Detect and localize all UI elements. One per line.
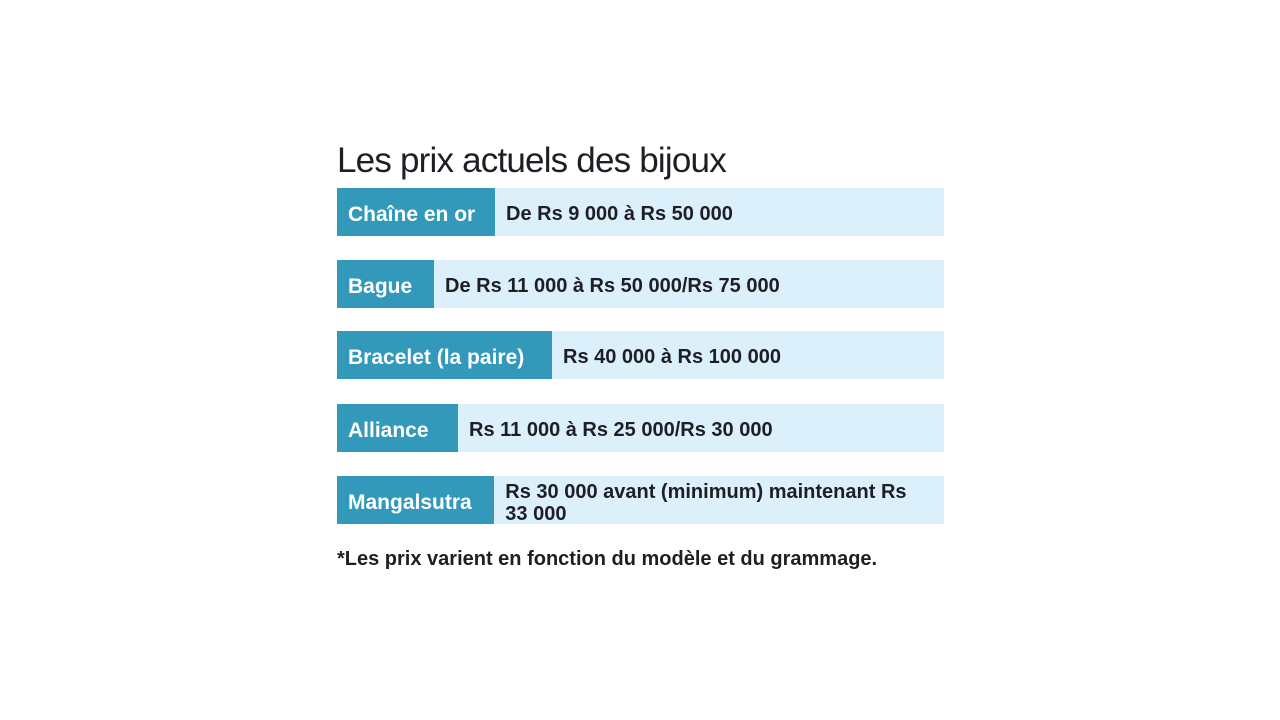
row-label: Chaîne en or	[337, 188, 495, 236]
price-row	[337, 260, 944, 308]
row-label: Mangalsutra	[337, 476, 494, 524]
price-row	[337, 188, 944, 236]
row-label: Bague	[337, 260, 434, 308]
price-row	[337, 404, 944, 452]
row-value: De Rs 9 000 à Rs 50 000	[506, 203, 733, 225]
footnote: *Les prix varient en fonction du modèle et du grammage.	[337, 548, 878, 570]
row-value: Rs 11 000 à Rs 25 000/Rs 30 000	[469, 419, 773, 441]
row-value: Rs 30 000 avant (minimum) maintenant Rs 33 000	[505, 481, 907, 525]
page-title: Les prix actuels des bijoux	[337, 141, 726, 180]
row-label: Alliance	[337, 404, 458, 452]
price-row	[337, 476, 944, 524]
row-value: De Rs 11 000 à Rs 50 000/Rs 75 000	[445, 275, 780, 297]
row-label: Bracelet (la paire)	[337, 331, 552, 379]
price-row	[337, 331, 944, 379]
row-value: Rs 40 000 à Rs 100 000	[563, 346, 781, 368]
